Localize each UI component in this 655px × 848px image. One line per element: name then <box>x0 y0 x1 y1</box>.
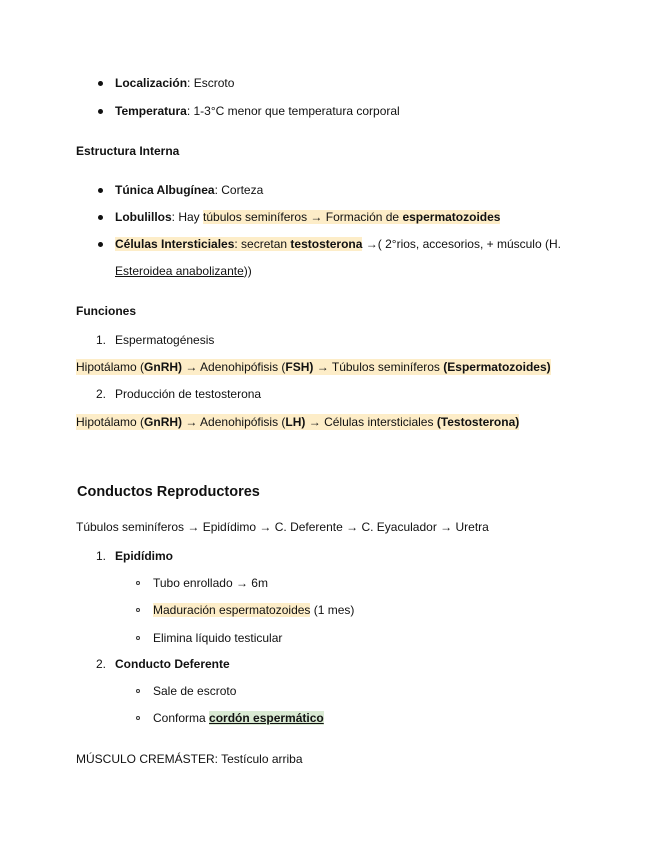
label: Túnica Albugínea <box>115 183 215 197</box>
list-item-conducto-deferente: Conducto Deferente <box>115 657 230 671</box>
highlight <box>234 237 362 251</box>
path-segment: → Células intersticiales <box>305 415 437 429</box>
value: →( 2°rios, accesorios, + músculo (H. <box>362 237 561 251</box>
list-item-temperatura <box>115 103 400 119</box>
value: Conforma <box>153 711 210 725</box>
sub-bullet-circle <box>136 581 140 585</box>
hormone-path-fsh <box>76 359 551 375</box>
sub-bullet-circle <box>136 608 140 612</box>
conductos-route: Túbulos seminíferos → Epidídimo → C. Deferente → C. Eyaculador → Uretra <box>76 520 489 534</box>
list-item-tunica <box>115 182 263 198</box>
heading-conductos-reproductores: Conductos Reproductores <box>77 484 260 500</box>
highlight-text: : secretan <box>234 237 291 251</box>
list-number: 2. <box>96 657 107 671</box>
underlined-text: Esteroidea anabolizante <box>115 264 244 278</box>
path-segment-bold: GnRH) <box>144 360 183 374</box>
highlight-green-text: cordón espermático <box>209 711 324 725</box>
path-segment-bold: LH) <box>285 415 306 429</box>
list-item-localizacion <box>115 75 234 91</box>
path-segment: → Adenohipófisis ( <box>182 360 286 374</box>
highlight-text: túbulos seminíferos → Formación de <box>203 210 403 224</box>
highlight-text: Maduración espermatozoides <box>153 603 311 617</box>
highlight <box>203 210 500 224</box>
value: : 1-3°C menor que temperatura corporal <box>186 104 400 118</box>
sub-item: Sale de escroto <box>153 684 237 698</box>
path-segment: Hipotálamo ( <box>76 415 145 429</box>
value: )) <box>243 264 252 278</box>
list-item-celulas <box>115 236 561 252</box>
value: : Escroto <box>187 76 235 90</box>
hormone-path-lh <box>76 414 519 430</box>
value: (1 mes) <box>310 603 355 617</box>
label: Células Intersticiales <box>115 237 235 251</box>
label: Localización <box>115 76 188 90</box>
sub-bullet-circle <box>136 689 140 693</box>
sub-item: Elimina líquido testicular <box>153 631 283 645</box>
highlight-bold: espermatozoides <box>402 210 501 224</box>
list-item-celulas-continuation <box>115 263 252 279</box>
bullet-dot <box>98 215 103 220</box>
sub-bullet-circle <box>136 716 140 720</box>
bullet-dot <box>98 81 103 86</box>
sub-item: Tubo enrollado → 6m <box>153 576 268 590</box>
label: Lobulillos <box>115 210 172 224</box>
sub-bullet-circle <box>136 636 140 640</box>
list-number: 1. <box>96 333 107 347</box>
bullet-dot <box>98 242 103 247</box>
path-segment-bold: (Espermatozoides) <box>443 360 551 374</box>
value: : Hay <box>171 210 204 224</box>
path-segment-bold: GnRH) <box>144 415 183 429</box>
heading-estructura-interna: Estructura Interna <box>76 144 180 158</box>
path-segment-bold: FSH) <box>285 360 314 374</box>
list-number: 1. <box>96 549 107 563</box>
path-segment: Hipotálamo ( <box>76 360 145 374</box>
path-segment: → Túbulos seminíferos <box>313 360 444 374</box>
path-segment-bold: (Testosterona) <box>436 415 520 429</box>
sub-item <box>153 602 354 618</box>
highlight-bold: testosterona <box>290 237 363 251</box>
list-item-espermatogenesis: Espermatogénesis <box>115 333 215 347</box>
musculo-cremaster-note: MÚSCULO CREMÁSTER: Testículo arriba <box>76 752 303 766</box>
list-item-lobulillos <box>115 209 500 225</box>
path-segment: → Adenohipófisis ( <box>182 415 286 429</box>
value: : Corteza <box>214 183 264 197</box>
heading-funciones: Funciones <box>76 304 137 318</box>
list-item-produccion-testosterona: Producción de testosterona <box>115 387 262 401</box>
list-item-epididimo: Epidídimo <box>115 549 173 563</box>
label: Temperatura <box>115 104 187 118</box>
list-number: 2. <box>96 387 107 401</box>
bullet-dot <box>98 188 103 193</box>
bullet-dot <box>98 109 103 114</box>
sub-item <box>153 710 324 726</box>
